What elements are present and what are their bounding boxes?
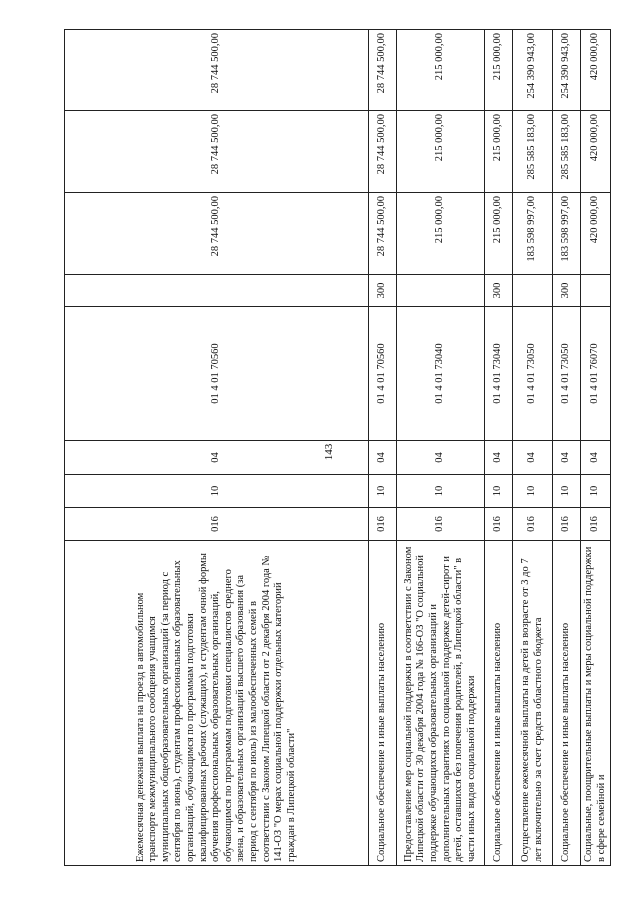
subsection-code: 04 bbox=[369, 441, 397, 475]
section-code: 10 bbox=[513, 475, 553, 508]
row-description: Социальное обеспечение и иные выплаты населению bbox=[485, 541, 513, 866]
ministry-code: 016 bbox=[581, 508, 611, 541]
expense-type-code: 300 bbox=[369, 275, 397, 307]
expense-type-code bbox=[581, 275, 611, 307]
row-description: Социальное обеспечение и иные выплаты населению bbox=[553, 541, 581, 866]
row-description: Ежемесячная денежная выплата на проезд в автомобильном транспорте межмуниципального сообщения учащимся муниципальных общеобразовательных организаций (за период с сентября по июнь), студентам профессиональных образовательных организаций, обучающимся по программам подготовки квалифицированных рабочих (служащих), и студентам очной формы обучения профессиональных образовательных организаций, обучающимся по программам подготовки специалистов среднего звена, и образовательных организаций высшего образования (за период с сентября по июль) из малообеспеченных семей в соответствии с Законом Липецкой области от 2 декабря 2004 года № 141-ОЗ "О мерах социальной поддержки отдельных категорий граждан в Липецкой области" bbox=[65, 541, 369, 866]
amount-year-1: 183 598 997,00 bbox=[553, 193, 581, 275]
amount-year-3: 28 744 500,00 bbox=[369, 30, 397, 111]
subsection-code: 04 bbox=[513, 441, 553, 475]
section-code: 10 bbox=[581, 475, 611, 508]
amount-year-2: 215 000,00 bbox=[397, 111, 485, 193]
target-article-code: 01 4 01 73050 bbox=[553, 307, 581, 441]
target-article-code: 01 4 01 70560 bbox=[369, 307, 397, 441]
row-description: Предоставление мер социальной поддержки в соответствии с Законом Липецкой области от 30 декабря 2004 года № 166-ОЗ "О социальной поддержке обучающихся образовательных организаций и дополнительных гарантиях по социальной поддержке детей-сирот и детей, оставшихся без попечения родителей, в Липецкой области" в части иных видов социальной поддержки bbox=[397, 541, 485, 866]
amount-year-3: 420 000,00 bbox=[581, 30, 611, 111]
table-row bbox=[65, 30, 369, 866]
expense-type-code: 300 bbox=[553, 275, 581, 307]
table-row bbox=[553, 30, 581, 866]
ministry-code: 016 bbox=[513, 508, 553, 541]
ministry-code: 016 bbox=[553, 508, 581, 541]
row-description: Социальные, поощрительные выплаты и меры социальной поддержки в сфере семейной и bbox=[581, 541, 611, 866]
section-code: 10 bbox=[553, 475, 581, 508]
budget-table-container bbox=[64, 30, 607, 866]
amount-year-1: 420 000,00 bbox=[581, 193, 611, 275]
target-article-code: 01 4 01 73050 bbox=[513, 307, 553, 441]
page-number: 143 bbox=[323, 443, 335, 461]
subsection-code: 04 bbox=[485, 441, 513, 475]
row-description: Социальное обеспечение и иные выплаты населению bbox=[369, 541, 397, 866]
table-row bbox=[369, 30, 397, 866]
table-body bbox=[65, 30, 611, 866]
section-code: 10 bbox=[369, 475, 397, 508]
budget-table bbox=[64, 29, 611, 866]
amount-year-2: 28 744 500,00 bbox=[65, 111, 369, 193]
ministry-code: 016 bbox=[397, 508, 485, 541]
amount-year-3: 28 744 500,00 bbox=[65, 30, 369, 111]
target-article-code: 01 4 01 76070 bbox=[581, 307, 611, 441]
amount-year-2: 215 000,00 bbox=[485, 111, 513, 193]
amount-year-2: 285 585 183,00 bbox=[553, 111, 581, 193]
row-description: Осуществление ежемесячной выплаты на детей в возрасте от 3 до 7 лет включительно за счет средств областного бюджета bbox=[513, 541, 553, 866]
expense-type-code bbox=[397, 275, 485, 307]
subsection-code: 04 bbox=[581, 441, 611, 475]
amount-year-3: 254 390 943,00 bbox=[513, 30, 553, 111]
table-row bbox=[397, 30, 485, 866]
amount-year-2: 28 744 500,00 bbox=[369, 111, 397, 193]
section-code: 10 bbox=[397, 475, 485, 508]
ministry-code: 016 bbox=[369, 508, 397, 541]
amount-year-1: 215 000,00 bbox=[397, 193, 485, 275]
table-row bbox=[485, 30, 513, 866]
amount-year-1: 28 744 500,00 bbox=[369, 193, 397, 275]
subsection-code: 04 bbox=[65, 441, 369, 475]
amount-year-3: 215 000,00 bbox=[397, 30, 485, 111]
subsection-code: 04 bbox=[397, 441, 485, 475]
ministry-code: 016 bbox=[485, 508, 513, 541]
amount-year-2: 420 000,00 bbox=[581, 111, 611, 193]
amount-year-1: 183 598 997,00 bbox=[513, 193, 553, 275]
table-row bbox=[581, 30, 611, 866]
amount-year-3: 254 390 943,00 bbox=[553, 30, 581, 111]
amount-year-1: 28 744 500,00 bbox=[65, 193, 369, 275]
expense-type-code bbox=[513, 275, 553, 307]
amount-year-1: 215 000,00 bbox=[485, 193, 513, 275]
amount-year-3: 215 000,00 bbox=[485, 30, 513, 111]
target-article-code: 01 4 01 73040 bbox=[397, 307, 485, 441]
table-row bbox=[513, 30, 553, 866]
subsection-code: 04 bbox=[553, 441, 581, 475]
expense-type-code: 300 bbox=[485, 275, 513, 307]
section-code: 10 bbox=[65, 475, 369, 508]
ministry-code: 016 bbox=[65, 508, 369, 541]
target-article-code: 01 4 01 70560 bbox=[65, 307, 369, 441]
amount-year-2: 285 585 183,00 bbox=[513, 111, 553, 193]
section-code: 10 bbox=[485, 475, 513, 508]
target-article-code: 01 4 01 73040 bbox=[485, 307, 513, 441]
expense-type-code bbox=[65, 275, 369, 307]
